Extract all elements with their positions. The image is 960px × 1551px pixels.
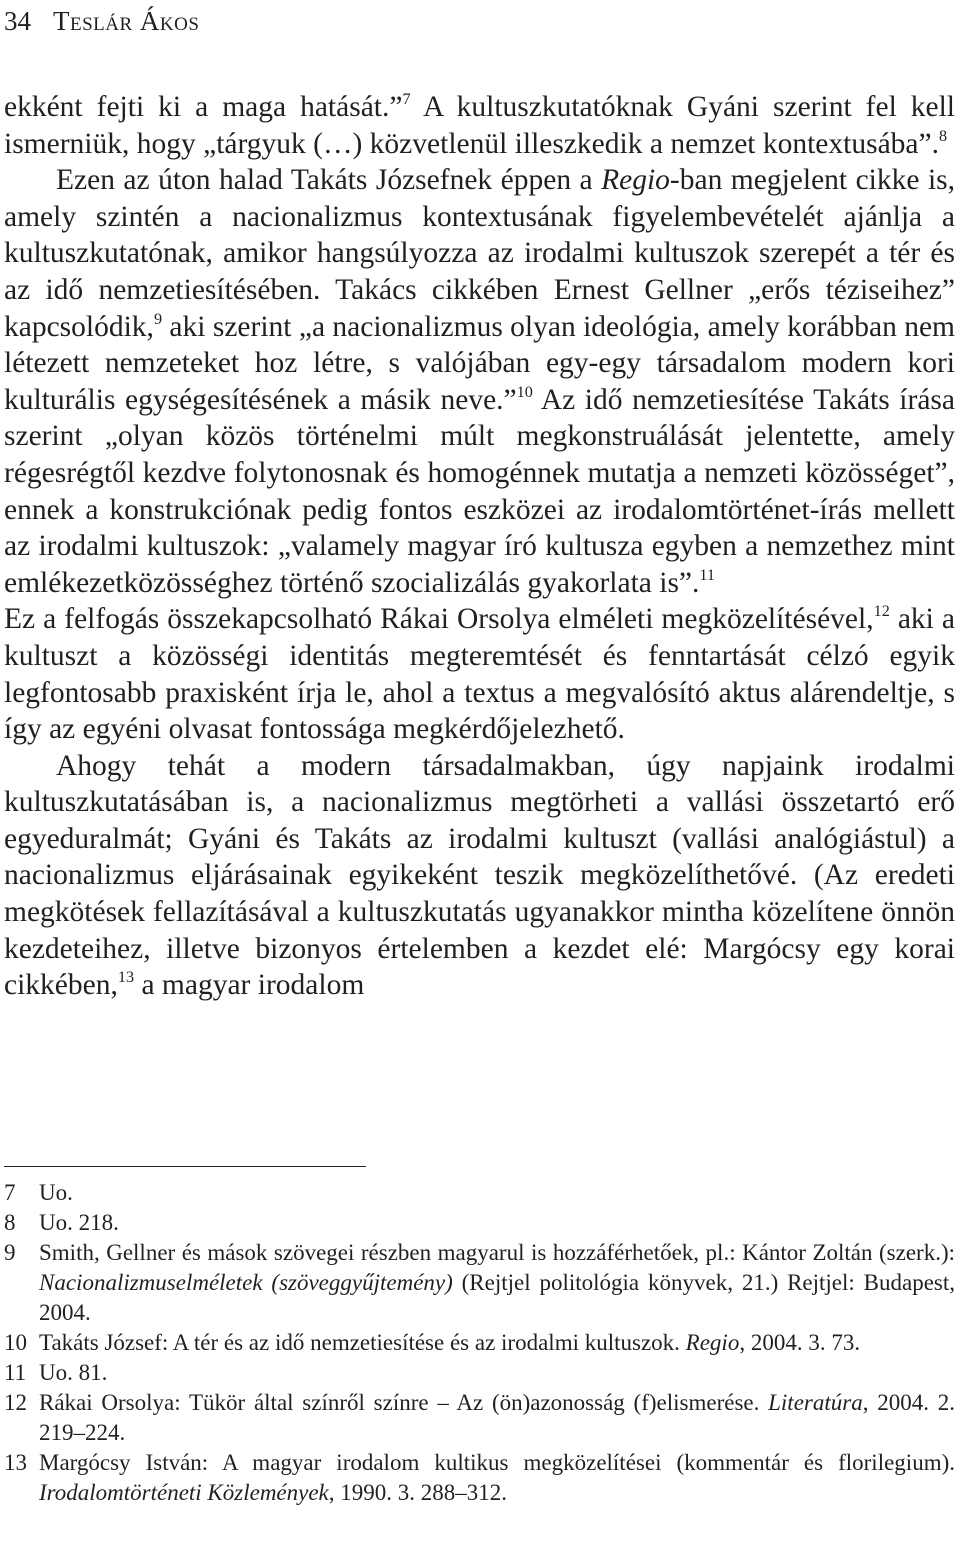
- text-run: aki szerint „a nacionalizmus olyan ideológia, amely korábban nem létezett nemzeteket hoz létre, s valójában egy-egy társadalom modern kori kulturális egységesítésének a másik neve.”: [4, 310, 955, 416]
- footnote-13: [4, 1448, 955, 1508]
- footnote-10: [4, 1328, 955, 1358]
- text-run: Ez a felfogás összekapcsolható Rákai Orsolya elméleti megközelítésével,: [4, 603, 874, 636]
- footnote-ref-8[interactable]: 8: [938, 126, 948, 145]
- footnote-12: [4, 1388, 955, 1448]
- footnote-ref-12[interactable]: 12: [873, 602, 890, 621]
- footnote-number: 9: [4, 1240, 16, 1265]
- text-run: a magyar irodalom: [134, 969, 365, 1002]
- footnote-italic-title: Regio: [685, 1330, 740, 1355]
- footnote-text: , 2004. 3. 73.: [739, 1330, 861, 1355]
- text-run: Ahogy tehát a modern társadalmakban, úgy napjaink irodalmi kultuszkutatásában is, a nacionalizmus megtörheti a vallási összetartó erő egyeduralmát; Gyáni és Takáts az irodalmi kultuszt (vallási analógiástul) a nacionalizmus eljárásainak egyikeként teszik megközelíthetővé. (Az eredeti megkötések fellazításával a kultuszkutatás ugyanakkor mintha közelítene önnön kezdeteihez, illetve bizonyos értelemben a kezdet elé: Margócsy egy korai cikkében,: [4, 749, 955, 1002]
- footnote-text: Uo.: [39, 1180, 73, 1205]
- text-run: aki a kultuszt a közösségi identitás megteremtését és fenntartását célzó egyik legfontosabb praxisként írja le, ahol a textus a megvalósító aktus alárendeltje, s így az egyéni olvasat fontossága megkérdőjelezhető.: [4, 603, 955, 746]
- footnote-text: , 2004. 2. 219–224.: [39, 1390, 955, 1445]
- footnote-separator: [4, 1166, 366, 1167]
- footnote-number: 12: [4, 1390, 27, 1415]
- text-run: -ban megjelent cikke is, amely szintén a nacionalizmus kontextusának figyelembevételét ajánlja a kultuszkutatónak, amikor hangsúlyozza az irodalmi kultuszok szerepét a tér és az idő nemzetiesítésében. Takács cikkében Ernest Gellner „erős téziseihez” kapcsolódik,: [4, 164, 955, 343]
- footnote-8: [4, 1208, 955, 1238]
- footnote-italic-title: Nacionalizmuselméletek (szöveggyűjtemény): [39, 1270, 453, 1295]
- text-run: A kultuszkutatóknak Gyáni szerint fel kell ismerniük, hogy „tárgyuk (…) közvetlenül illeszkedik a nemzet kontextusába”.: [4, 91, 955, 160]
- running-head-author: Teslár Ákos: [53, 6, 200, 36]
- footnote-text: Margócsy István: A magyar irodalom kultikus megközelítései (kommentár és florilegium).: [39, 1450, 955, 1475]
- footnote-number: 13: [4, 1450, 27, 1475]
- paragraph-3: [4, 601, 955, 747]
- footnote-italic-title: Literatúra: [768, 1390, 863, 1415]
- footnote-ref-9[interactable]: 9: [153, 309, 163, 328]
- footnote-7: [4, 1178, 955, 1208]
- footnote-number: 11: [4, 1360, 27, 1385]
- footnote-italic-title: Irodalomtörténeti Közlemények: [39, 1480, 329, 1505]
- footnote-ref-13[interactable]: 13: [117, 968, 135, 987]
- footnote-ref-7[interactable]: 7: [402, 89, 411, 108]
- footnote-text: (Rejtjel politológia könyvek, 21.) Rejtjel: Budapest, 2004.: [39, 1270, 955, 1325]
- text-run: Ezen az úton halad Takáts Józsefnek éppen a: [56, 164, 602, 197]
- footnote-number: 10: [4, 1330, 27, 1355]
- paragraph-2: [4, 162, 955, 601]
- footnote-text: Rákai Orsolya: Tükör által színről színre – Az (ön)azonosság (f)elismerése.: [39, 1390, 769, 1415]
- text-run: Az idő nemzetiesítése Takáts írása szerint „olyan közös történelmi múlt megkonstruálását jelentette, amely régesrégtől kezdve folytonosnak és homogénnek mutatja a nemzeti közösséget”, ennek a konstrukciónak pedig fontos eszközei az irodalomtörténet-írás mellett az irodalmi kultuszok: „valamely magyar író kultusza egyben a nemzethez mint emlékezetközösséghez történő szocializálás gyakorlata is”.: [4, 383, 955, 599]
- text-run: ekként fejti ki a maga hatását.”: [4, 91, 403, 123]
- footnote-11: [4, 1358, 955, 1388]
- footnote-text: Uo. 218.: [39, 1210, 119, 1235]
- footnote-text: Takáts József: A tér és az idő nemzetiesítése és az irodalmi kultuszok.: [39, 1330, 686, 1355]
- running-header: [4, 4, 199, 38]
- paragraph-1: [4, 89, 955, 162]
- page-number: 34: [4, 6, 31, 36]
- footnote-9: [4, 1238, 955, 1328]
- paragraph-4: [4, 748, 955, 1004]
- footnote-number: 7: [4, 1180, 16, 1205]
- footnote-ref-11[interactable]: 11: [699, 565, 716, 584]
- footnotes: [4, 1178, 955, 1508]
- italic-journal-title: Regio: [601, 164, 670, 197]
- footnote-text: Uo. 81.: [39, 1360, 108, 1385]
- footnote-ref-10[interactable]: 10: [516, 382, 533, 401]
- main-text: [4, 89, 955, 1004]
- footnote-number: 8: [4, 1210, 16, 1235]
- footnote-text: , 1990. 3. 288–312.: [328, 1480, 508, 1505]
- footnote-text: Smith, Gellner és mások szövegei részben magyarul is hozzáférhetőek, pl.: Kántor Zoltán (szerk.):: [39, 1240, 955, 1265]
